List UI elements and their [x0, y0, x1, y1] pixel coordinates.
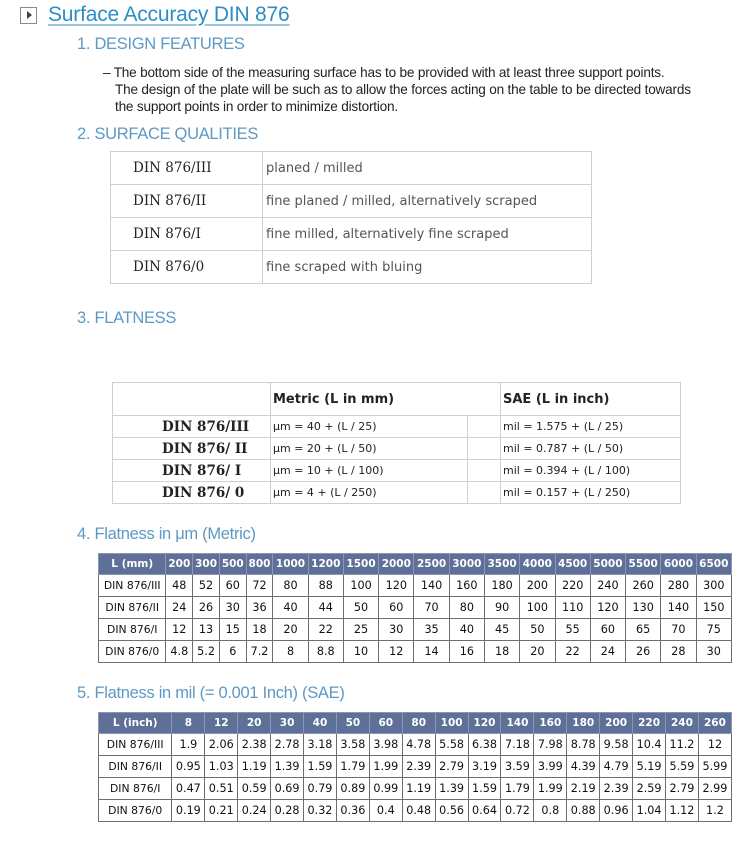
value-cell: 0.47	[172, 778, 205, 800]
row-label: DIN 876/III	[99, 734, 172, 756]
table-row	[111, 152, 592, 185]
value-cell: 70	[661, 619, 696, 641]
value-cell: 0.99	[369, 778, 402, 800]
value-cell: 0.88	[567, 800, 600, 822]
column-header: 140	[501, 713, 534, 734]
value-cell: 2.19	[567, 778, 600, 800]
metric-formula: μm = 40 + (L / 25)	[271, 416, 468, 438]
value-cell: 1.79	[501, 778, 534, 800]
table-row	[113, 460, 681, 482]
value-cell: 12	[379, 641, 414, 663]
column-header: 5000	[590, 554, 625, 575]
column-header: 180	[567, 713, 600, 734]
value-cell: 100	[343, 575, 378, 597]
column-header: 6000	[661, 554, 696, 575]
value-cell: 3.58	[336, 734, 369, 756]
sae-formula: mil = 0.787 + (L / 50)	[501, 438, 681, 460]
value-cell: 0.96	[600, 800, 633, 822]
value-cell: 5.19	[633, 756, 666, 778]
value-cell: 12	[166, 619, 193, 641]
design-line-3: the support points in order to minimize distortion.	[115, 99, 398, 114]
column-header: 200	[166, 554, 193, 575]
value-cell: 4.8	[166, 641, 193, 663]
value-cell: 20	[273, 619, 308, 641]
value-cell: 50	[343, 597, 378, 619]
sae-formula: mil = 1.575 + (L / 25)	[501, 416, 681, 438]
value-cell: 22	[555, 641, 590, 663]
section-heading-surface: 2. SURFACE QUALITIES	[77, 125, 259, 143]
value-cell: 7.98	[534, 734, 567, 756]
value-cell: 0.8	[534, 800, 567, 822]
value-cell: 1.79	[336, 756, 369, 778]
section-heading-mil-table: 5. Flatness in mil (= 0.001 Inch) (SAE)	[77, 684, 345, 702]
value-cell: 88	[308, 575, 343, 597]
column-header: 2000	[379, 554, 414, 575]
value-cell: 1.19	[238, 756, 271, 778]
value-cell: 48	[166, 575, 193, 597]
quality-desc: fine scraped with bluing	[263, 251, 592, 284]
value-cell: 80	[273, 575, 308, 597]
value-cell: 35	[414, 619, 449, 641]
quality-code: DIN 876/I	[111, 218, 263, 251]
value-cell: 1.9	[172, 734, 205, 756]
design-line-2: The design of the plate will be such as to allow the forces acting on the table to be directed towards	[115, 82, 691, 97]
value-cell: 10	[343, 641, 378, 663]
column-header: 40	[304, 713, 337, 734]
row-label: DIN 876/II	[99, 597, 166, 619]
value-cell: 1.59	[304, 756, 337, 778]
value-cell: 180	[484, 575, 519, 597]
value-cell: 25	[343, 619, 378, 641]
column-header: 220	[633, 713, 666, 734]
value-cell: 7.2	[246, 641, 273, 663]
value-cell: 240	[590, 575, 625, 597]
value-cell: 30	[219, 597, 246, 619]
value-cell: 0.28	[271, 800, 304, 822]
value-cell: 11.2	[666, 734, 699, 756]
row-label: DIN 876/0	[99, 800, 172, 822]
value-cell: 45	[484, 619, 519, 641]
header-empty-cell	[113, 383, 271, 416]
value-cell: 4.78	[402, 734, 435, 756]
table-row	[99, 575, 732, 597]
quality-code: DIN 876/0	[111, 251, 263, 284]
column-header: 3000	[449, 554, 484, 575]
value-cell: 2.39	[402, 756, 435, 778]
value-cell: 200	[520, 575, 555, 597]
value-cell: 0.19	[172, 800, 205, 822]
value-cell: 0.56	[435, 800, 468, 822]
value-cell: 80	[449, 597, 484, 619]
value-cell: 6	[219, 641, 246, 663]
column-header: 12	[205, 713, 238, 734]
row-label: DIN 876/I	[99, 778, 172, 800]
corner-header: L (mm)	[99, 554, 166, 575]
value-cell: 52	[193, 575, 220, 597]
sae-formula: mil = 0.394 + (L / 100)	[501, 460, 681, 482]
table-row	[99, 597, 732, 619]
value-cell: 75	[696, 619, 731, 641]
value-cell: 2.99	[698, 778, 731, 800]
value-cell: 70	[414, 597, 449, 619]
design-line-1: – The bottom side of the measuring surface has to be provided with at least three support points.	[103, 65, 665, 80]
value-cell: 300	[696, 575, 731, 597]
value-cell: 0.48	[402, 800, 435, 822]
value-cell: 2.79	[435, 756, 468, 778]
value-cell: 5.58	[435, 734, 468, 756]
value-cell: 0.69	[271, 778, 304, 800]
surface-qualities-table	[110, 151, 592, 284]
value-cell: 0.36	[336, 800, 369, 822]
value-cell: 50	[520, 619, 555, 641]
metric-formula: μm = 10 + (L / 100)	[271, 460, 468, 482]
value-cell: 1.99	[534, 778, 567, 800]
table-header-row	[99, 554, 732, 575]
value-cell: 9.58	[600, 734, 633, 756]
table-row	[113, 482, 681, 504]
value-cell: 3.98	[369, 734, 402, 756]
value-cell: 8.78	[567, 734, 600, 756]
value-cell: 2.79	[666, 778, 699, 800]
value-cell: 2.59	[633, 778, 666, 800]
flatness-code: DIN 876/ I	[113, 460, 271, 482]
value-cell: 2.78	[271, 734, 304, 756]
table-header-row	[113, 383, 681, 416]
column-header: 260	[698, 713, 731, 734]
section-heading-metric-table: 4. Flatness in μm (Metric)	[77, 525, 256, 543]
quality-desc: fine planed / milled, alternatively scraped	[263, 185, 592, 218]
value-cell: 3.18	[304, 734, 337, 756]
value-cell: 5.2	[193, 641, 220, 663]
column-header: 6500	[696, 554, 731, 575]
table-row	[113, 438, 681, 460]
column-header: 300	[193, 554, 220, 575]
value-cell: 14	[414, 641, 449, 663]
spacer-cell	[468, 438, 501, 460]
value-cell: 16	[449, 641, 484, 663]
value-cell: 0.95	[172, 756, 205, 778]
corner-header: L (inch)	[99, 713, 172, 734]
value-cell: 130	[626, 597, 661, 619]
value-cell: 0.51	[205, 778, 238, 800]
value-cell: 160	[449, 575, 484, 597]
value-cell: 28	[661, 641, 696, 663]
value-cell: 1.2	[698, 800, 731, 822]
value-cell: 7.18	[501, 734, 534, 756]
value-cell: 24	[166, 597, 193, 619]
value-cell: 44	[308, 597, 343, 619]
section-heading-design: 1. DESIGN FEATURES	[77, 35, 245, 53]
value-cell: 120	[379, 575, 414, 597]
column-header: 2500	[414, 554, 449, 575]
value-cell: 4.39	[567, 756, 600, 778]
value-cell: 5.99	[698, 756, 731, 778]
value-cell: 36	[246, 597, 273, 619]
value-cell: 3.59	[501, 756, 534, 778]
value-cell: 13	[193, 619, 220, 641]
value-cell: 90	[484, 597, 519, 619]
value-cell: 0.59	[238, 778, 271, 800]
column-header: 20	[238, 713, 271, 734]
column-header: 1000	[273, 554, 308, 575]
table-header-row	[99, 713, 732, 734]
flatness-code: DIN 876/ II	[113, 438, 271, 460]
row-label: DIN 876/III	[99, 575, 166, 597]
column-header: 4000	[520, 554, 555, 575]
value-cell: 1.39	[435, 778, 468, 800]
value-cell: 140	[661, 597, 696, 619]
value-cell: 20	[520, 641, 555, 663]
table-row	[99, 756, 732, 778]
value-cell: 0.89	[336, 778, 369, 800]
table-row	[111, 185, 592, 218]
value-cell: 55	[555, 619, 590, 641]
table-row	[99, 619, 732, 641]
spacer-cell	[468, 482, 501, 504]
table-row	[111, 218, 592, 251]
value-cell: 22	[308, 619, 343, 641]
value-cell: 100	[520, 597, 555, 619]
sae-formula: mil = 0.157 + (L / 250)	[501, 482, 681, 504]
value-cell: 120	[590, 597, 625, 619]
value-cell: 0.64	[468, 800, 501, 822]
value-cell: 0.4	[369, 800, 402, 822]
table-row	[99, 800, 732, 822]
value-cell: 18	[484, 641, 519, 663]
value-cell: 30	[696, 641, 731, 663]
quality-code: DIN 876/II	[111, 185, 263, 218]
metric-formula: μm = 20 + (L / 50)	[271, 438, 468, 460]
value-cell: 1.59	[468, 778, 501, 800]
value-cell: 0.72	[501, 800, 534, 822]
value-cell: 30	[379, 619, 414, 641]
row-label: DIN 876/II	[99, 756, 172, 778]
value-cell: 280	[661, 575, 696, 597]
table-row	[99, 641, 732, 663]
value-cell: 3.19	[468, 756, 501, 778]
flatness-code: DIN 876/ 0	[113, 482, 271, 504]
column-header: 1200	[308, 554, 343, 575]
spacer-cell	[468, 460, 501, 482]
metric-flatness-table	[98, 553, 732, 663]
value-cell: 0.24	[238, 800, 271, 822]
value-cell: 12	[698, 734, 731, 756]
value-cell: 1.04	[633, 800, 666, 822]
column-header: 3500	[484, 554, 519, 575]
section-heading-flatness: 3. FLATNESS	[77, 309, 177, 327]
design-text	[103, 64, 743, 115]
metric-header: Metric (L in mm)	[271, 383, 501, 416]
value-cell: 1.99	[369, 756, 402, 778]
sae-header: SAE (L in inch)	[501, 383, 681, 416]
value-cell: 60	[590, 619, 625, 641]
value-cell: 8.8	[308, 641, 343, 663]
page-header	[20, 2, 289, 28]
value-cell: 0.32	[304, 800, 337, 822]
value-cell: 72	[246, 575, 273, 597]
flatness-code: DIN 876/III	[113, 416, 271, 438]
value-cell: 8	[273, 641, 308, 663]
value-cell: 1.39	[271, 756, 304, 778]
column-header: 160	[534, 713, 567, 734]
value-cell: 1.19	[402, 778, 435, 800]
column-header: 100	[435, 713, 468, 734]
column-header: 120	[468, 713, 501, 734]
triangle-right-icon	[27, 11, 32, 19]
value-cell: 0.21	[205, 800, 238, 822]
spacer-cell	[468, 416, 501, 438]
column-header: 60	[369, 713, 402, 734]
value-cell: 260	[626, 575, 661, 597]
column-header: 500	[219, 554, 246, 575]
value-cell: 1.03	[205, 756, 238, 778]
value-cell: 26	[626, 641, 661, 663]
column-header: 1500	[343, 554, 378, 575]
quality-desc: fine milled, alternatively fine scraped	[263, 218, 592, 251]
column-header: 4500	[555, 554, 590, 575]
column-header: 800	[246, 554, 273, 575]
value-cell: 140	[414, 575, 449, 597]
value-cell: 15	[219, 619, 246, 641]
row-label: DIN 876/I	[99, 619, 166, 641]
table-row	[113, 416, 681, 438]
expand-toggle[interactable]	[20, 7, 37, 24]
value-cell: 24	[590, 641, 625, 663]
row-label: DIN 876/0	[99, 641, 166, 663]
value-cell: 5.59	[666, 756, 699, 778]
value-cell: 10.4	[633, 734, 666, 756]
page-title[interactable]: Surface Accuracy DIN 876	[48, 3, 290, 26]
column-header: 80	[402, 713, 435, 734]
column-header: 50	[336, 713, 369, 734]
quality-desc: planed / milled	[263, 152, 592, 185]
column-header: 240	[666, 713, 699, 734]
value-cell: 40	[273, 597, 308, 619]
value-cell: 60	[219, 575, 246, 597]
value-cell: 65	[626, 619, 661, 641]
flatness-formula-table	[112, 382, 681, 504]
table-row	[111, 251, 592, 284]
table-row	[99, 734, 732, 756]
table-row	[99, 778, 732, 800]
metric-formula: μm = 4 + (L / 250)	[271, 482, 468, 504]
value-cell: 6.38	[468, 734, 501, 756]
value-cell: 0.79	[304, 778, 337, 800]
value-cell: 220	[555, 575, 590, 597]
column-header: 30	[271, 713, 304, 734]
value-cell: 26	[193, 597, 220, 619]
value-cell: 18	[246, 619, 273, 641]
quality-code: DIN 876/III	[111, 152, 263, 185]
value-cell: 110	[555, 597, 590, 619]
column-header: 200	[600, 713, 633, 734]
value-cell: 1.12	[666, 800, 699, 822]
value-cell: 40	[449, 619, 484, 641]
value-cell: 2.06	[205, 734, 238, 756]
value-cell: 2.39	[600, 778, 633, 800]
value-cell: 4.79	[600, 756, 633, 778]
column-header: 8	[172, 713, 205, 734]
column-header: 5500	[626, 554, 661, 575]
mil-flatness-table	[98, 712, 732, 822]
value-cell: 3.99	[534, 756, 567, 778]
value-cell: 150	[696, 597, 731, 619]
value-cell: 60	[379, 597, 414, 619]
value-cell: 2.38	[238, 734, 271, 756]
